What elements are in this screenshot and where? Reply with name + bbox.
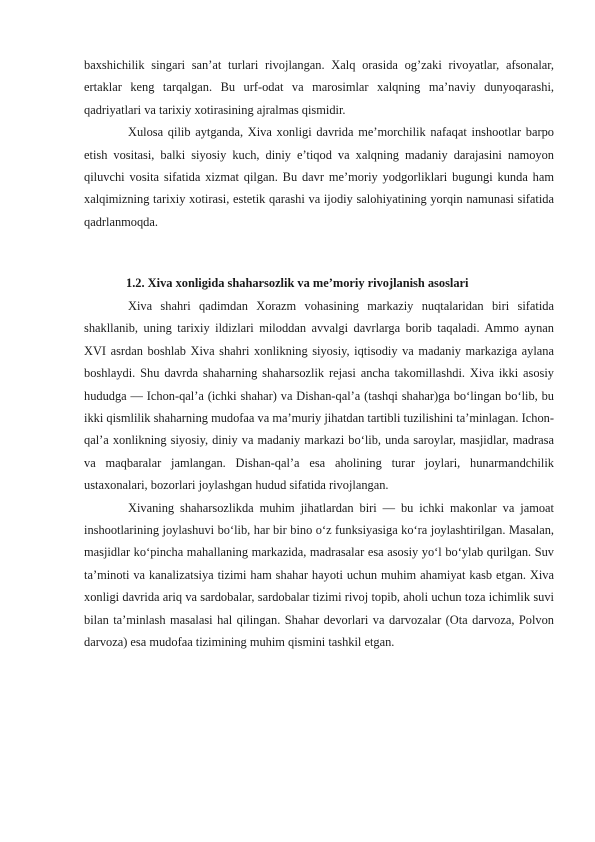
body-text-lower [84, 295, 554, 654]
body-text-upper [84, 54, 554, 233]
paragraph-city-history: Xiva shahri qadimdan Xorazm vohasining markaziy nuqtalaridan biri sifatida shakllanib, uning tarixiy ildizlari miloddan avvalgi davrlarga borib taqaladi. Ammo aynan XVI asrdan boshlab Xiva shahri xonlikning siyosiy, iqtisodiy va madaniy markaziga aylana boshlaydi. Shu davrda shaharning shaharsozlik rejasi ancha takomillashdi. Xiva ikki asosiy hududga — Ichon-qal’a (ichki shahar) va Dishan-qal’a (tashqi shahar)ga bo‘lingan bo‘lib, bu ikki qismlilik shaharning mudofaa va ma’muriy jihatdan tartibli tuzilishini ta’minlagan. Ichon-qal’a xonlikning siyosiy, diniy va madaniy markazi bo‘lib, unda saroylar, masjidlar, madrasa va maqbaralar jamlangan. Dishan-qal’a esa aholining turar joylari, hunarmandchilik ustaxonalari, bozorlari joylashgan hudud sifatida rivojlangan. [84, 299, 554, 493]
section-heading: 1.2. Xiva xonligida shaharsozlik va me’moriy rivojlanish asoslari [126, 276, 469, 290]
paragraph-conclusion: Xulosa qilib aytganda, Xiva xonligi davrida me’morchilik nafaqat inshootlar barpo etish vositasi, balki siyosiy kuch, diniy e’tiqod va xalqning madaniy darajasini namoyon qiluvchi vosita sifatida xizmat qilgan. Bu davr me’moriy yodgorliklari bugungi kunda ham xalqimizning tarixiy xotirasi, estetik qarashi va ijodiy salohiyatining yorqin namunasi sifatida qadrlanmoqda. [84, 125, 554, 229]
paragraph-continuation: baxshichilik singari san’at turlari rivojlangan. Xalq orasida og’zaki rivoyatlar, afsonalar, ertaklar keng tarqalgan. Bu urf-odat va marosimlar xalqning ma’naviy dunyoqarashi, qadriyatlari va tarixiy xotirasining ajralmas qismidir. [84, 58, 554, 117]
paragraph-urban-planning: Xivaning shaharsozlikda muhim jihatlardan biri — bu ichki makonlar va jamoat inshootlarining joylashuvi bo‘lib, har bir bino o‘z funksiyasiga ko‘ra joylashtirilgan. Masalan, masjidlar ko‘pincha mahallaning markazida, madrasalar esa asosiy yo‘l bo‘ylab qurilgan. Suv ta’minoti va kanalizatsiya tizimi ham shahar hayoti uchun muhim ahamiyat kasb etgan. Xiva xonligi davrida ariq va sardobalar, sardobalar tizimi rivoj topib, aholi uchun toza ichimlik suvi bilan ta’minlash masalasi hal qilingan. Shahar devorlari va darvozalar (Ota darvoza, Polvon darvoza) esa mudofaa tizimining muhim qismini tashkil etgan. [84, 500, 554, 650]
